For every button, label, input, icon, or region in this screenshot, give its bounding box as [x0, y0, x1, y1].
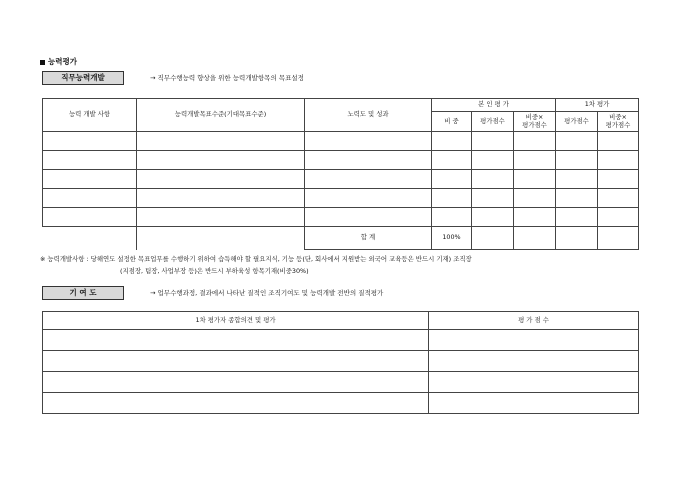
- table-row: [43, 351, 639, 372]
- header-eval-score: 평 가 점 수: [429, 312, 639, 330]
- section-title: [40, 56, 77, 67]
- total-label: 합 계: [305, 227, 432, 250]
- table-row: [43, 393, 639, 414]
- header-weighted-score: 비중× 평가점수: [514, 112, 556, 132]
- competency-tag: 직무능력개발: [42, 71, 124, 85]
- table-row: [43, 151, 639, 170]
- header-weight: 비 중: [432, 112, 472, 132]
- header-target: 능력개발목표수준(기대목표수준): [137, 99, 305, 132]
- note-line-1: ※ 능력개발사항 : 당해연도 설정한 목표업무를 수행하기 위하여 습득해야 할 필요지식, 기능 등(단, 회사에서 지원받는 외국어 교육등은 반드시 기재) 조직장: [40, 255, 472, 263]
- note-line-2: (지점장, 팀장, 사업부장 등)은 반드시 부하육성 항목기재(비중30%): [120, 267, 309, 275]
- table-row: [43, 170, 639, 189]
- table-row: [43, 189, 639, 208]
- table-row: [43, 330, 639, 351]
- header-first-eval: 1차 평가: [556, 99, 639, 112]
- competency-description: → 직무수행능력 향상을 위한 능력개발항목의 목표설정: [150, 74, 304, 82]
- header-self-eval: 본 인 평 가: [432, 99, 556, 112]
- table-row: [43, 372, 639, 393]
- contribution-description: → 업무수행과정, 결과에서 나타난 질적인 조직기여도 및 능력개발 전반의 질적평가: [150, 289, 384, 297]
- square-bullet-icon: [40, 60, 45, 65]
- header-item: 능력 개발 사항: [43, 99, 137, 132]
- header-weighted-score-first: 비중× 평가점수: [598, 112, 639, 132]
- section-title-text: 능력평가: [48, 57, 77, 66]
- header-effort: 노력도 및 성과: [305, 99, 432, 132]
- header-opinion: 1차 평가자 종합의견 및 평가: [43, 312, 429, 330]
- header-score-first: 평가점수: [556, 112, 598, 132]
- total-row: [43, 227, 639, 250]
- total-weight: 100%: [432, 227, 472, 250]
- contribution-table: [42, 311, 639, 414]
- contribution-tag: 기 여 도: [42, 286, 124, 300]
- table-row: [43, 132, 639, 151]
- header-score: 평가점수: [472, 112, 514, 132]
- table-row: [43, 208, 639, 227]
- competency-table: [42, 98, 639, 250]
